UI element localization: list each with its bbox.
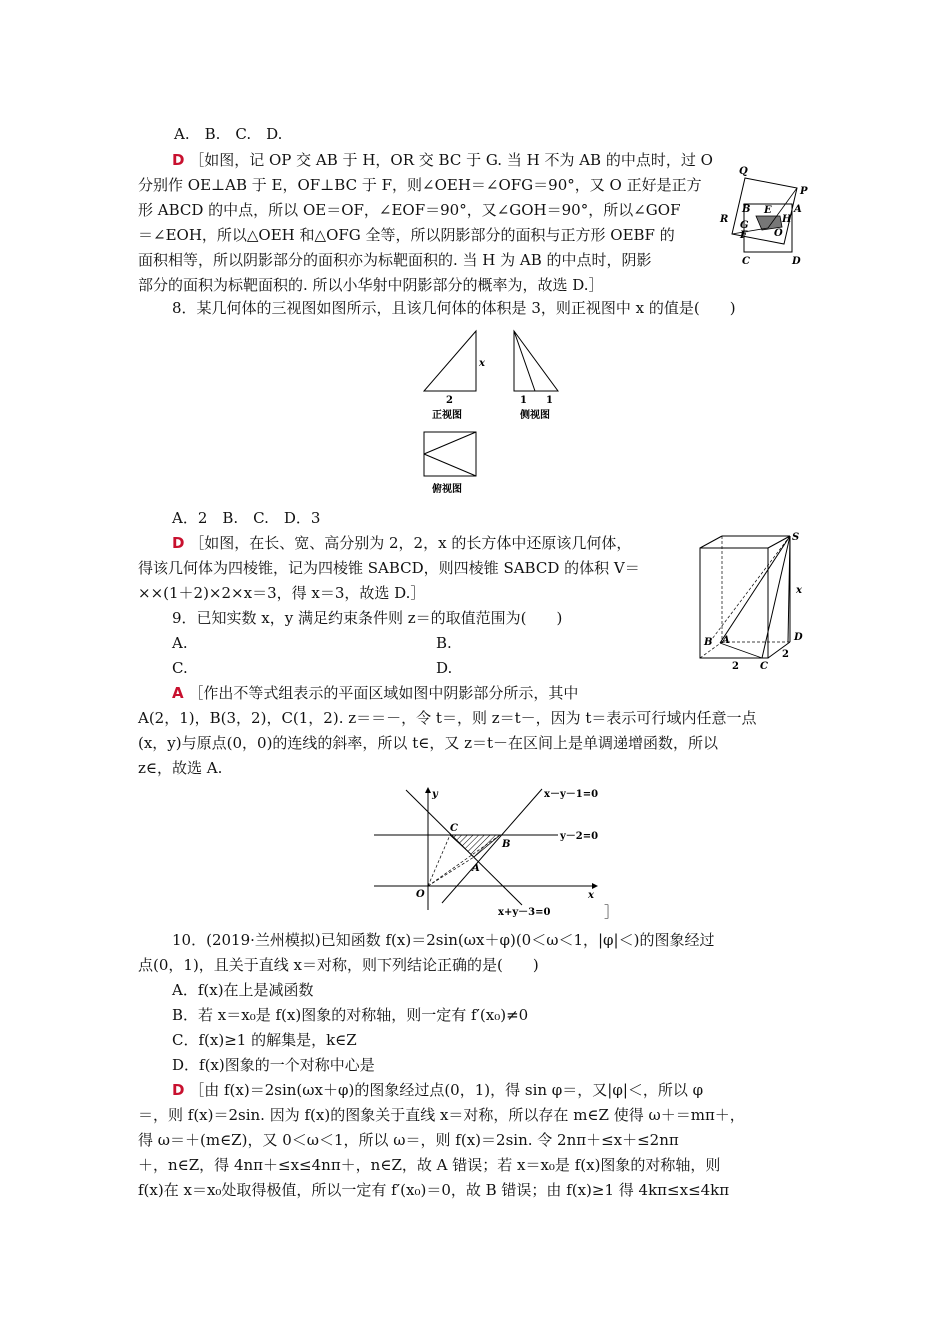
- q10-solution-line-1: D ［由 f(x)＝2sin(ωx＋φ)的图象经过点(0，1)，得 sin φ＝，又|φ|＜，所以 φ: [172, 1081, 704, 1099]
- q7-target-figure: [712, 160, 822, 270]
- q8-cuboid-figure: [696, 530, 816, 670]
- box-label-C: C: [760, 661, 768, 672]
- graph-point-C: C: [450, 823, 458, 834]
- graph-point-A: A: [472, 863, 480, 874]
- box-label-x: x: [796, 585, 802, 596]
- front-base-label: 2: [446, 395, 453, 406]
- q7-solution-line-6: 部分的面积为标靶面积的. 所以小华射中阴影部分的概率为，故选 D.］: [138, 276, 604, 294]
- box-label-B: B: [704, 637, 713, 648]
- q9-answer: A: [172, 684, 184, 702]
- q9-option-d: D.: [436, 659, 453, 677]
- label-Q: Q: [739, 166, 748, 177]
- q10-option-a: A．f(x)在上是减函数: [172, 981, 314, 999]
- label-E: E: [764, 205, 772, 216]
- side-caption: 侧视图: [520, 410, 550, 421]
- label-P: P: [800, 186, 808, 197]
- q10-option-c: C．f(x)≥1 的解集是，k∈Z: [172, 1031, 357, 1049]
- label-R: R: [720, 214, 729, 225]
- graph-y-label: y: [432, 789, 438, 800]
- q10-option-d: D．f(x)图象的一个对称中心是: [172, 1056, 375, 1074]
- q7-answer: D: [172, 151, 185, 169]
- top-caption: 俯视图: [432, 484, 462, 495]
- graph-point-B: B: [502, 839, 511, 850]
- q9-feasible-region-graph: [370, 785, 610, 920]
- q7-solution-line-1: D ［如图，记 OP 交 AB 于 H，OR 交 BC 于 G. 当 H 不为 AB 的中点时，过 O: [172, 151, 713, 169]
- q10-solution-line-3: 得 ω＝＋(m∈Z)，又 0＜ω＜1，所以 ω＝，则 f(x)＝2sin. 令 2nπ＋≤x＋≤2nπ: [138, 1131, 679, 1149]
- graph-line2-label: y－2=0: [560, 831, 599, 842]
- q9-solution-line-2: A(2，1)，B(3，2)，C(1，2). z＝＝－，令 t＝，则 z＝t－，因为 t＝表示可行域内任意一点: [138, 709, 757, 727]
- front-x-label: x: [479, 358, 485, 369]
- q10-option-b: B．若 x＝x₀是 f(x)图象的对称轴，则一定有 f′(x₀)≠0: [172, 1006, 529, 1024]
- box-label-2-side: 2: [782, 649, 789, 660]
- q7-solution-line-5: 面积相等，所以阴影部分的面积亦为标靶面积的. 当 H 为 AB 的中点时，阴影: [138, 251, 652, 269]
- box-label-A: A: [722, 635, 730, 646]
- q10-solution-line-4: ＋，n∈Z，得 4nπ＋≤x≤4nπ＋，n∈Z，故 A 错误；若 x＝x₀是 f(x)图象的对称轴，则: [138, 1156, 721, 1174]
- label-A: A: [794, 204, 802, 215]
- graph-x-label: x: [588, 890, 594, 901]
- label-O: O: [774, 228, 783, 239]
- q10-stem-line-1: 10．(2019·兰州模拟)已知函数 f(x)＝2sin(ωx＋φ)(0＜ω＜1，|φ|＜)的图象经过: [172, 931, 715, 949]
- q8-stem: 8．某几何体的三视图如图所示，且该几何体的体积是 3，则正视图中 x 的值是( ): [172, 299, 736, 317]
- q9-solution-line-1: A ［作出不等式组表示的平面区域如图中阴影部分所示，其中: [172, 684, 579, 702]
- label-D: D: [792, 256, 801, 267]
- label-H: H: [782, 214, 792, 225]
- q7-solution-line-2: 分别作 OE⊥AB 于 E，OF⊥BC 于 F，则∠OEH＝∠OFG＝90°，又 O 正好是正方: [138, 176, 702, 194]
- label-C: C: [742, 256, 750, 267]
- q9-option-a: A.: [172, 634, 188, 652]
- q8-solution-line-1: D ［如图，在长、宽、高分别为 2，2，x 的长方体中还原该几何体，: [172, 534, 632, 552]
- q10-answer: D: [172, 1081, 185, 1099]
- graph-line3-label: x+y－3=0: [498, 907, 551, 918]
- box-label-S: S: [792, 532, 800, 543]
- label-G: G: [740, 220, 749, 231]
- q10-stem-line-2: 点(0，1)，且关于直线 x＝对称，则下列结论正确的是( ): [138, 956, 539, 974]
- box-label-2-bottom: 2: [732, 661, 739, 672]
- side-base-left: 1: [520, 395, 527, 406]
- q9-stem: 9．已知实数 x，y 满足约束条件则 z＝的取值范围为( ): [172, 609, 563, 627]
- q8-solution-line-2: 得该几何体为四棱锥，记为四棱锥 SABCD，则四棱锥 SABCD 的体积 V＝: [138, 559, 640, 577]
- q9-solution-line-4: z∈，故选 A.: [138, 759, 223, 777]
- q8-options: A．2 B. C. D．3: [172, 509, 321, 527]
- q9-close-bracket: ］: [604, 903, 620, 921]
- label-F: F: [740, 230, 748, 241]
- q10-solution-line-5: f(x)在 x＝x₀处取得极值，所以一定有 f′(x₀)＝0，故 B 错误；由 f(x)≥1 得 4kπ≤x≤4kπ: [138, 1181, 730, 1199]
- front-caption: 正视图: [432, 410, 462, 421]
- q7-solution-line-4: ＝∠EOH，所以△OEH 和△OFG 全等，所以阴影部分的面积与正方形 OEBF 的: [138, 226, 675, 244]
- graph-line1-label: x－y－1=0: [544, 789, 599, 800]
- graph-origin-label: O: [416, 889, 425, 900]
- q8-answer: D: [172, 534, 185, 552]
- side-base-right: 1: [546, 395, 553, 406]
- q9-solution-line-3: (x，y)与原点(0，0)的连线的斜率，所以 t∈，又 z＝t－在区间上是单调递增函数，所以: [138, 734, 719, 752]
- box-label-D: D: [794, 632, 803, 643]
- q7-options: A. B. C. D.: [174, 125, 283, 143]
- q8-three-views: [410, 322, 580, 502]
- q7-solution-line-3: 形 ABCD 的中点，所以 OE＝OF，∠EOF＝90°，又∠GOH＝90°，所以∠GOF: [138, 201, 681, 219]
- label-B: B: [742, 204, 751, 215]
- q9-option-b: B.: [436, 634, 452, 652]
- q8-solution-line-3: ××(1＋2)×2×x＝3，得 x＝3，故选 D.］: [138, 584, 426, 602]
- q10-solution-line-2: ＝，则 f(x)＝2sin. 因为 f(x)的图象关于直线 x＝对称，所以存在 m∈Z 使得 ω＋＝mπ＋，: [138, 1106, 745, 1124]
- q9-option-c: C.: [172, 659, 188, 677]
